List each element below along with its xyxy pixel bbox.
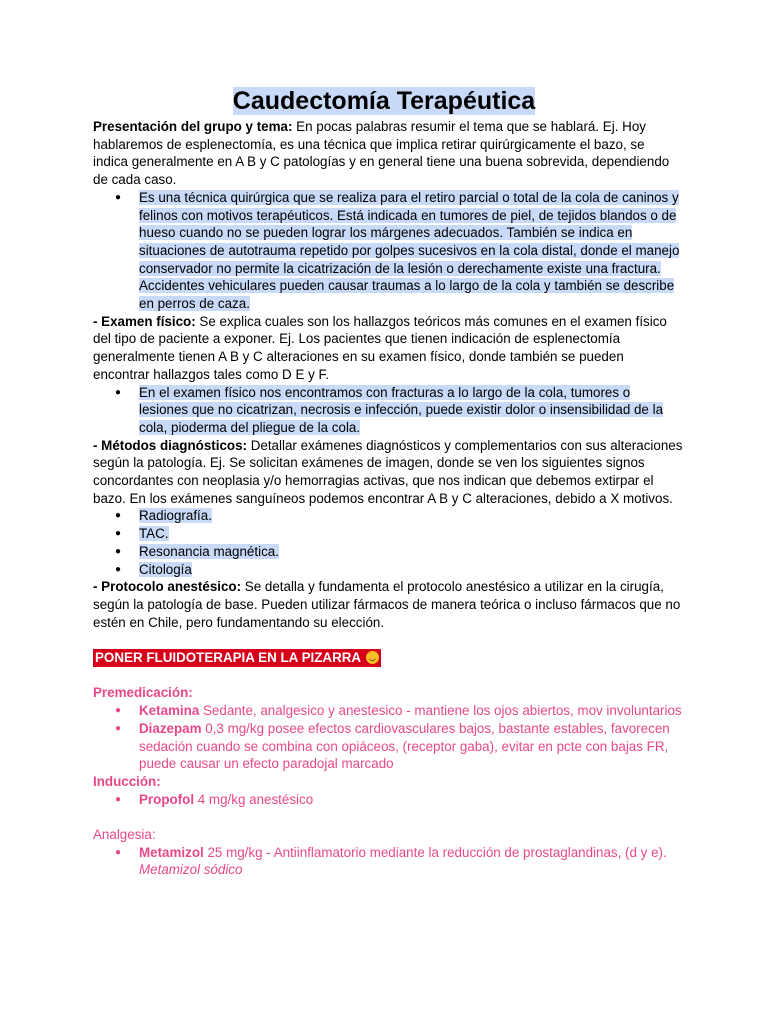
diagnostics-text: Detallar exámenes diagnósticos y complementarios con sus alteraciones según la patología. Ej. Se solicitan exámenes de imagen, donde se ven los siguientes signos concordantes con neoplasia y/o hemorragias activas, que nos indican que debemos extirpar el bazo. En los exámenes sanguíneos podemos encontrar A B y C alteraciones, debido a X motivos. [93,437,683,506]
diagnostics-list [93,507,683,578]
drug-name: Metamizol [139,844,204,860]
diagnostic-item: Radiografía. [139,508,212,524]
presentation-paragraph [93,118,683,189]
presentation-label: Presentación del grupo y tema: [93,119,293,134]
diagnostic-item: Resonancia magnética. [139,543,279,559]
diagnostic-item: TAC. [139,526,169,542]
analgesia-label: Analgesia: [93,827,156,843]
list-item [93,702,683,720]
drug-description: 0,3 mg/kg posee efectos cardiovasculares bajos, bastante estables, favorecen sedación cuando se combina con opiáceos, (receptor gaba), evitar en pcte con bajas FR, puede causar un efecto paradojal marcado [139,720,670,772]
document-title [0,86,768,116]
list-item [93,189,683,313]
drug-name: Propofol [139,791,195,807]
drug-description: 4 mg/kg anestésico [194,791,314,807]
document-body [93,118,683,879]
premedication-label: Premedicación: [93,685,193,701]
analgesia-list [93,844,683,879]
anesthetic-text: Se detalla y fundamenta el protocolo anestésico a utilizar en la cirugía, según la patología de base. Pueden utilizar fármacos de manera teórica o incluso fármacos que no estén en Chile, pero fundamentando su elección. [93,579,681,630]
exam-label: - Examen físico: [93,313,196,329]
diagnostics-paragraph [93,437,683,508]
fluid-therapy-banner [93,649,683,667]
list-item [93,720,683,773]
exam-bullet-text: En el examen físico nos encontramos con fracturas a lo largo de la cola, tumores o lesiones que no cicatrizan, necrosis e infección, puede existir dolor o insensibilidad de la cola, pioderma del pliegue de la cola. [139,384,664,435]
smiley-face-icon [366,651,379,664]
anesthetic-paragraph [93,578,683,631]
premedication-section [93,684,683,879]
premedication-list [93,702,683,773]
diagnostics-label: - Métodos diagnósticos: [93,437,247,453]
list-item [93,791,683,809]
drug-description: Sedante, analgesico y anestesico - mantiene los ojos abiertos, mov involuntarios [199,703,682,719]
drug-description: 25 mg/kg - Antiinflamatorio mediante la reducción de prostaglandinas, (d y e). [203,844,667,860]
list-item [93,844,683,879]
list-item [93,384,683,437]
induction-list [93,791,683,809]
banner-text: PONER FLUIDOTERAPIA EN LA PIZARRA [95,650,361,666]
presentation-text: En pocas palabras resumir el tema que se hablará. Ej. Hoy hablaremos de esplenectomía, es una técnica que implica retirar quirúrgicamente el bazo, se indica generalmente en A B y C patologías y en general tiene una buena sobrevida, dependiendo de cada caso. [93,119,670,188]
exam-paragraph [93,313,683,384]
title-text: Caudectomía Terapéutica [232,87,536,115]
exam-list [93,384,683,437]
list-item [93,525,683,543]
drug-note: Metamizol sódico [139,862,243,878]
list-item [93,543,683,561]
list-item [93,561,683,579]
presentation-bullet-text: Es una técnica quirúrgica que se realiza para el retiro parcial o total de la cola de caninos y felinos con motivos terapéuticos. Está indicada en tumores de piel, de tejidos blandos o de hueso cuando no se pueden lograr los márgenes adecuados. También se indica en situaciones de autotrauma repetido por golpes sucesivos en la cola distal, donde el manejo conservador no permite la cicatrización de la lesión o derechamente existe una fractura. Accidentes vehiculares pueden causar traumas a lo largo de la cola y también se describe en perros de caza. [139,189,680,312]
list-item [93,507,683,525]
anesthetic-label: - Protocolo anestésico: [93,579,242,595]
drug-name: Diazepam [139,720,202,736]
diagnostic-item: Citología [139,561,192,577]
exam-text: Se explica cuales son los hallazgos teóricos más comunes en el examen físico del tipo de paciente a exponer. Ej. Los pacientes que tienen indicación de esplenectomía generalmente tienen A B y C alteraciones en su examen físico, donde también se pueden encontrar hallazgos tales como D E y F. [93,313,667,382]
drug-name: Ketamina [139,703,200,719]
induction-label: Inducción: [93,773,161,789]
presentation-list [93,189,683,313]
